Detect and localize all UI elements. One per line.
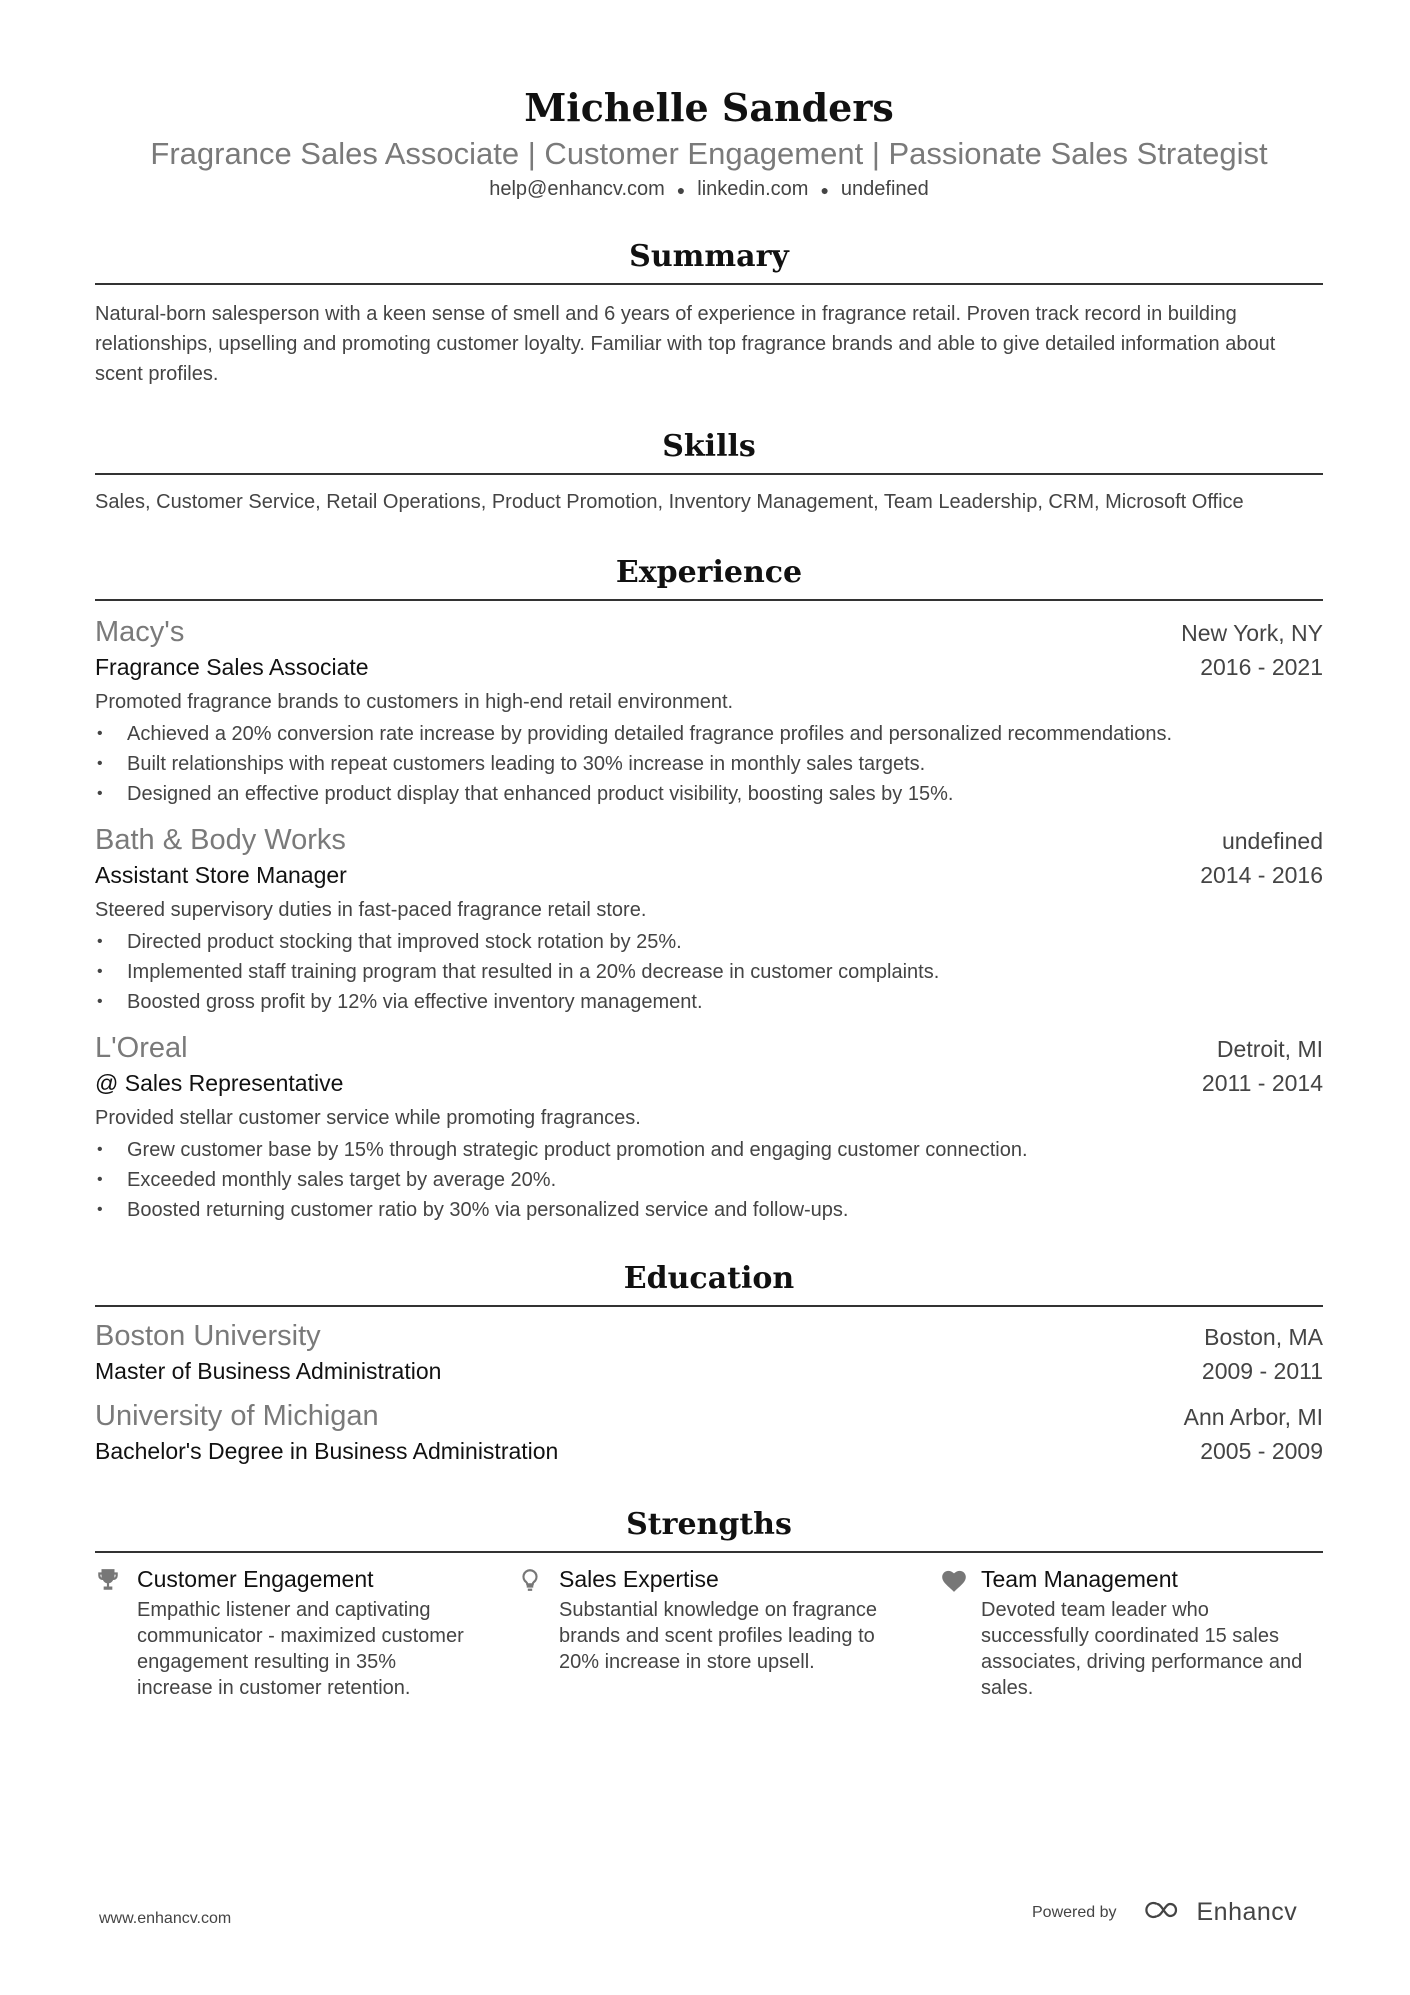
education-entry <box>95 1317 1323 1387</box>
job-location: Detroit, MI <box>1216 1035 1323 1062</box>
lightbulb-icon <box>517 1563 559 1701</box>
achievement-item: • Exceeded monthly sales target by average 20%. <box>95 1165 1323 1195</box>
achievement-item: • Built relationships with repeat customers leading to 30% increase in monthly sales targets. <box>95 749 1323 779</box>
job-dates: 2011 - 2014 <box>1201 1069 1323 1096</box>
experience-entry <box>95 613 1323 809</box>
separator-dot: ● <box>676 181 686 198</box>
company-name: Macy's <box>95 615 185 648</box>
separator-dot: ● <box>820 181 829 198</box>
strength-text: Empathic listener and captivating communicator - maximized customer engagement resulting in 35% increase in customer retention. <box>137 1598 464 1699</box>
school-name: Boston University <box>95 1319 321 1352</box>
strength-title: Sales Expertise <box>559 1565 719 1592</box>
company-name: L'Oreal <box>95 1031 188 1064</box>
education-entry <box>95 1397 1323 1467</box>
section-title-skills: Skills <box>95 427 1323 475</box>
strength-title: Team Management <box>981 1565 1178 1592</box>
summary-text: Natural-born salesperson with a keen sense of smell and 6 years of experience in fragrance retail. Proven track record in building relationships, upselling and promoting customer loyalty. Familiar with top fragrance brands and able to give detailed information about scent profiles. <box>95 302 1276 385</box>
achievement-list <box>95 1135 1323 1225</box>
job-description: Steered supervisory duties in fast-paced fragrance retail store. <box>95 898 647 921</box>
school-location: Boston, MA <box>1204 1323 1323 1350</box>
job-title: Assistant Store Manager <box>95 861 347 888</box>
job-title: @ Sales Representative <box>95 1069 344 1096</box>
job-dates: 2016 - 2021 <box>1200 653 1323 680</box>
strength-title: Customer Engagement <box>137 1565 374 1592</box>
degree-name: Bachelor's Degree in Business Administration <box>95 1437 559 1464</box>
contact-extra: undefined <box>840 178 929 200</box>
achievement-item: • Directed product stocking that improved stock rotation by 25%. <box>95 927 1323 957</box>
enhancv-logo-icon <box>1143 1899 1189 1926</box>
achievement-item: • Boosted returning customer ratio by 30% via personalized service and follow-ups. <box>95 1195 1323 1225</box>
contact-line <box>95 176 1323 203</box>
achievement-list <box>95 719 1323 809</box>
brand-name[interactable]: Enhancv <box>1196 1898 1298 1926</box>
footer-website[interactable]: www.enhancv.com <box>99 1910 232 1927</box>
contact-email[interactable]: help@enhancv.com <box>489 178 665 200</box>
skills-text: Sales, Customer Service, Retail Operations, Product Promotion, Inventory Management, Team Leadership, CRM, Microsoft Office <box>95 490 1244 513</box>
job-description: Provided stellar customer service while promoting fragrances. <box>95 1106 641 1129</box>
job-description: Promoted fragrance brands to customers in high-end retail environment. <box>95 690 734 713</box>
school-location: Ann Arbor, MI <box>1183 1403 1323 1430</box>
contact-linkedin[interactable]: linkedin.com <box>697 178 809 200</box>
experience-section <box>95 553 1323 1225</box>
education-dates: 2005 - 2009 <box>1200 1437 1323 1464</box>
strength-item <box>939 1563 1323 1701</box>
skills-section <box>95 427 1323 515</box>
section-title-strengths: Strengths <box>95 1505 1323 1553</box>
section-title-education: Education <box>95 1259 1323 1307</box>
strength-text: Devoted team leader who successfully coordinated 15 sales associates, driving performance and sales. <box>981 1598 1303 1699</box>
strength-item <box>517 1563 939 1701</box>
resume-page <box>95 0 1323 1701</box>
job-dates: 2014 - 2016 <box>1200 861 1323 888</box>
strengths-section <box>95 1505 1323 1701</box>
summary-section <box>95 237 1323 389</box>
strength-text: Substantial knowledge on fragrance brands and scent profiles leading to 20% increase in store upsell. <box>559 1598 877 1673</box>
achievement-item: • Grew customer base by 15% through strategic product promotion and engaging customer connection. <box>95 1135 1323 1165</box>
education-dates: 2009 - 2011 <box>1201 1357 1323 1384</box>
achievement-item: • Boosted gross profit by 12% via effective inventory management. <box>95 987 1323 1017</box>
section-title-experience: Experience <box>95 553 1323 601</box>
education-section <box>95 1259 1323 1467</box>
job-location: undefined <box>1221 827 1323 854</box>
experience-entry <box>95 821 1323 1017</box>
candidate-name: Michelle Sanders <box>524 85 894 130</box>
school-name: University of Michigan <box>95 1399 379 1432</box>
strength-item <box>95 1563 517 1701</box>
trophy-icon <box>95 1563 137 1701</box>
section-title-summary: Summary <box>95 237 1323 285</box>
achievement-item: • Designed an effective product display that enhanced product visibility, boosting sales by 15%. <box>95 779 1323 809</box>
achievement-item: • Achieved a 20% conversion rate increase by providing detailed fragrance profiles and personalized recommendations. <box>95 719 1323 749</box>
experience-entry <box>95 1029 1323 1225</box>
achievement-list <box>95 927 1323 1017</box>
degree-name: Master of Business Administration <box>95 1357 442 1384</box>
heart-icon <box>939 1563 981 1701</box>
job-title: Fragrance Sales Associate <box>95 653 369 680</box>
company-name: Bath & Body Works <box>95 823 346 856</box>
candidate-headline: Fragrance Sales Associate | Customer Engagement | Passionate Sales Strategist <box>150 136 1268 171</box>
achievement-item: • Implemented staff training program that resulted in a 20% decrease in customer complaints. <box>95 957 1323 987</box>
powered-by-label: Powered by <box>1032 1903 1117 1921</box>
footer-branding <box>1032 1898 1297 1927</box>
job-location: New York, NY <box>1181 619 1323 646</box>
resume-header <box>95 0 1323 203</box>
